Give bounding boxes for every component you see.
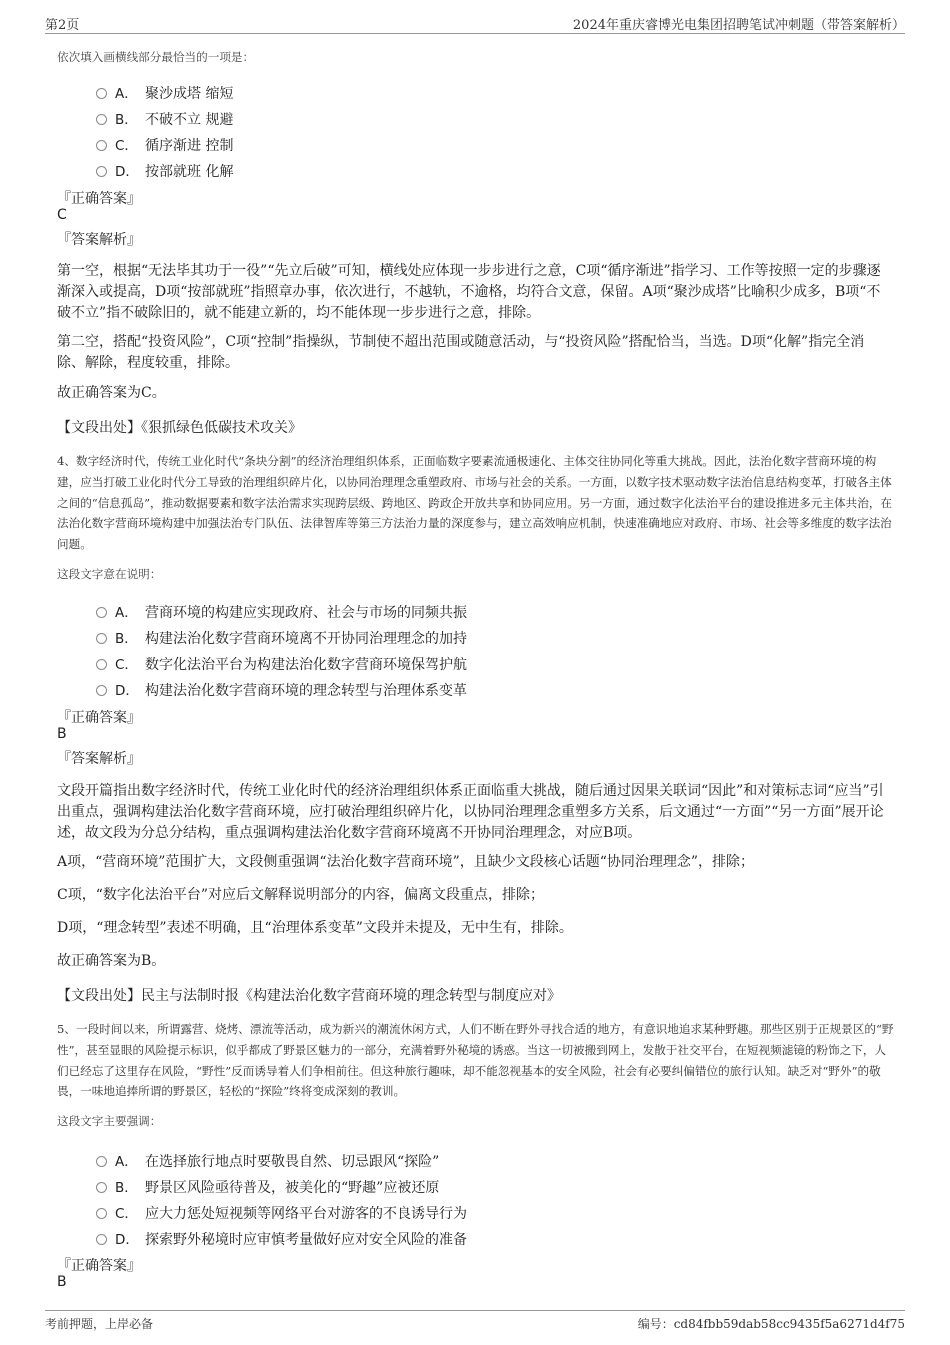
q5-question-text: 5、一段时间以来，所谓露营、烧烤、漂流等活动，成为新兴的潮流休闲方式，人们不断在野外寻找合适的地方，有意识地追求某种野趣。那些区别于正规景区的“野性”，甚至显眼的风险提示标识，似乎都成了野景区魅力的一部分，充满着野外秘境的诱惑。当这一切被搬到网上，发散于社交平台，在短视频滤镜的粉饰之下，人们已经忘了这里存在风险，“野性”反而诱导着人们争相前往。但这种旅行趣味，却不能忽视基本的安全风险，社会有必要纠偏错位的旅行认知。缺乏对“野外”的敬畏，一味地追捧所谓的野景区，轻松的“探险”终将变成深刻的教训。 [57,1022,894,1099]
q4-analysis-paragraph: C项，“数字化法治平台”对应后文解释说明部分的内容，偏离文段重点，排除； [57,887,545,903]
q4-source: 【文段出处】民主与法制时报《构建法治化数字营商环境的理念转型与制度应对》 [57,988,561,1004]
radio-icon[interactable] [96,633,107,644]
q5-option-a[interactable]: A． 在选择旅行地点时要敬畏自然、切忌跟风“探险” [96,1150,439,1172]
q5-option-b[interactable]: B． 野景区风险亟待普及，被美化的“野趣”应被还原 [96,1176,439,1198]
page-footer [45,1310,905,1336]
q4-option-d[interactable]: D． 构建法治化数字营商环境的理念转型与治理体系变革 [96,679,467,701]
q3-analysis-conclusion: 故正确答案为C。 [57,385,166,401]
radio-icon[interactable] [96,88,107,99]
page-header [45,12,905,34]
q4-analysis-conclusion: 故正确答案为B。 [57,953,166,969]
q3-option-c[interactable]: C． 循序渐进 控制 [96,134,233,156]
q3-prompt: 依次填入画横线部分最恰当的一项是： [57,50,255,64]
q4-analysis-paragraph: D项，“理念转型”表述不明确，且“治理体系变革”文段并未提及，无中生有，排除。 [57,920,573,936]
q3-source: 【文段出处】《狠抓绿色低碳技术攻关》 [57,420,302,436]
radio-icon[interactable] [96,607,107,618]
q3-option-d[interactable]: D． 按部就班 化解 [96,160,233,182]
document-id: 编号：cd84fbb59dab58cc9435f5a6271d4f75 [637,1317,905,1331]
q4-analysis-paragraph: A项，“营商环境”范围扩大，文段侧重强调“法治化数字营商环境”，且缺少文段核心话题“协同治理理念”，排除； [57,854,755,870]
footer-slogan: 考前押题，上岸必备 [45,1317,154,1331]
q5-answer: B [57,1274,67,1290]
radio-icon[interactable] [96,659,107,670]
radio-icon[interactable] [96,1234,107,1245]
q5-option-c[interactable]: C． 应大力惩处短视频等网络平台对游客的不良诱导行为 [96,1202,467,1224]
q3-answer-label: 『正确答案』 [57,191,141,207]
q3-answer: C [57,207,67,223]
q3-analysis-label: 『答案解析』 [57,232,141,248]
q4-option-c[interactable]: C． 数字化法治平台为构建法治化数字营商环境保驾护航 [96,653,467,675]
q4-option-b[interactable]: B． 构建法治化数字营商环境离不开协同治理理念的加持 [96,627,467,649]
q3-option-a[interactable]: A． 聚沙成塔 缩短 [96,82,233,104]
document-title: 2024年重庆睿博光电集团招聘笔试冲刺题（带答案解析） [572,18,905,33]
radio-icon[interactable] [96,1208,107,1219]
q4-question-text: 4、数字经济时代，传统工业化时代“条块分割”的经济治理组织体系，正面临数字要素流通极速化、主体交往协同化等重大挑战。因此，法治化数字营商环境的构建，应当打破工业化时代分工导致的治理组织碎片化，以协同治理理念重塑政府、市场与社会的关系。一方面，以数字技术驱动数字法治信息结构变革，打破各主体之间的“信息孤岛”，推动数据要素和数字法治需求实现跨层级、跨地区、跨政企开放共享和协同应用。另一方面，通过数字化法治平台的建设推进多元主体共治，在法治化数字营商环境构建中加强法治专门队伍、法律智库等第三方法治力量的深度参与，建立高效响应机制，快速准确地应对政府、市场、社会等多维度的数字法治问题。 [57,454,893,552]
q5-answer-label: 『正确答案』 [57,1258,141,1274]
radio-icon[interactable] [96,1156,107,1167]
q4-prompt: 这段文字意在说明： [57,567,162,581]
q5-prompt: 这段文字主要强调： [57,1114,162,1128]
q5-option-d[interactable]: D． 探索野外秘境时应审慎考量做好应对安全风险的准备 [96,1228,467,1250]
q3-analysis-paragraph: 第一空，根据“无法毕其功于一役”“先立后破”可知，横线处应体现一步步进行之意，C项“循序渐进”指学习、工作等按照一定的步骤逐渐深入或提高，D项“按部就班”指照章办事，依次进行，不越轨，不逾格，均符合文意，保留。A项“聚沙成塔”比喻积少成多，B项“不破不立”指不破除旧的，就不能建立新的，均不能体现一步步进行之意，排除。 [57,263,881,321]
q4-analysis-paragraph: 文段开篇指出数字经济时代，传统工业化时代的经济治理组织体系正面临重大挑战，随后通过因果关联词“因此”和对策标志词“应当”引出重点，强调构建法治化数字营商环境，应打破治理组织碎片化，以协同治理理念重塑多方关系，后文通过“一方面”“另一方面”展开论述，故文段为分总分结构，重点强调构建法治化数字营商环境离不开协同治理理念，对应B项。 [57,783,884,841]
radio-icon[interactable] [96,685,107,696]
q4-answer-label: 『正确答案』 [57,710,141,726]
q3-analysis-paragraph: 第二空，搭配“投资风险”，C项“控制”指操纵，节制使不超出范围或随意活动，与“投资风险”搭配恰当，当选。D项“化解”指完全消除、解除，程度较重，排除。 [57,334,865,371]
q4-option-a[interactable]: A． 营商环境的构建应实现政府、社会与市场的同频共振 [96,601,467,623]
q4-analysis-label: 『答案解析』 [57,751,141,767]
radio-icon[interactable] [96,140,107,151]
radio-icon[interactable] [96,166,107,177]
radio-icon[interactable] [96,1182,107,1193]
q4-answer: B [57,726,67,742]
page-number: 第2页 [45,18,80,33]
q3-option-b[interactable]: B． 不破不立 规避 [96,108,233,130]
radio-icon[interactable] [96,114,107,125]
